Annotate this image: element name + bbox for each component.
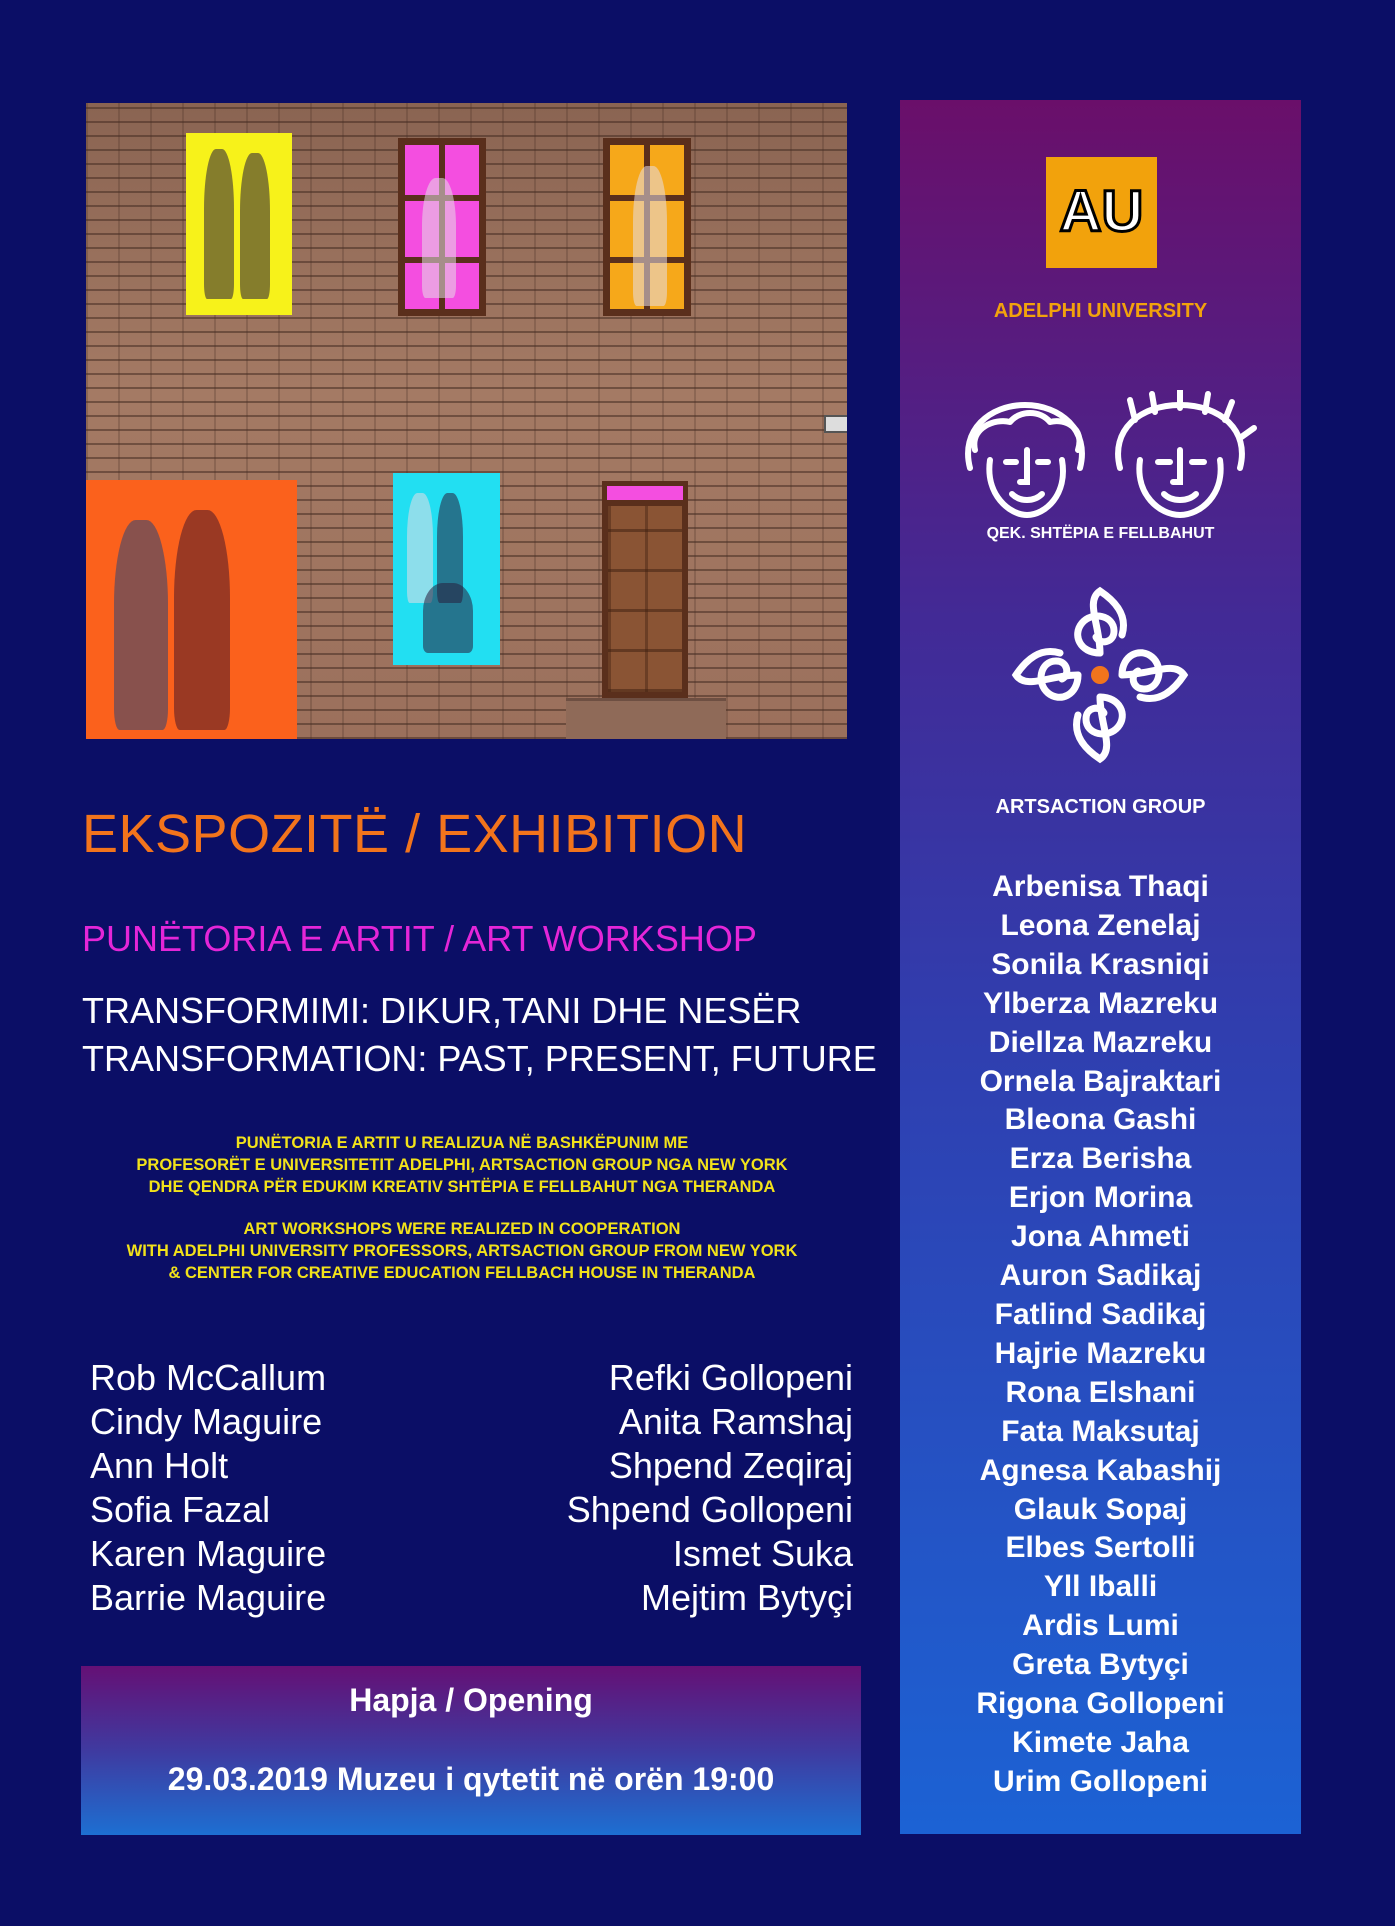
participant-name: Arbenisa Thaqi — [992, 870, 1209, 903]
adelphi-logo — [1046, 157, 1157, 268]
professor-names-left — [90, 1356, 390, 1620]
fellbach-label: QEK. SHTËPIA E FELLBAHUT — [986, 525, 1215, 542]
participant-name: Diellza Mazreku — [988, 1025, 1213, 1059]
name-item: Ann Holt — [90, 1445, 229, 1486]
participant-name: Leona Zenelaj — [1000, 908, 1201, 942]
cooperation-note-english — [62, 1218, 862, 1284]
participant-name: Elbes Sertolli — [1005, 1531, 1196, 1565]
participant-name: Fatlind Sadikaj — [994, 1297, 1207, 1331]
theme-english: TRANSFORMATION: PAST, PRESENT, FUTURE — [82, 1038, 877, 1079]
opening-title: Hapja / Opening — [349, 1682, 593, 1718]
participant-name: Ornela Bajraktari — [979, 1064, 1222, 1098]
participant-name: Sonila Krasniqi — [991, 947, 1210, 981]
magenta-window — [398, 138, 486, 316]
artsaction-spiral-logo — [1010, 585, 1190, 765]
participant-name: Hajrie Mazreku — [994, 1336, 1207, 1370]
participant-name: Jona Ahmeti — [1011, 1220, 1190, 1254]
student-figure — [422, 178, 456, 298]
fellbach-faces-logo — [950, 390, 1260, 520]
student-figure — [407, 493, 433, 603]
participant-name: Bleona Gashi — [1004, 1103, 1197, 1137]
student-figure — [240, 153, 270, 299]
participant-name: Agnesa Kabashij — [979, 1453, 1222, 1487]
note-line: PUNËTORIA E ARTIT U REALIZUA NË BASHKËPUNIM ME — [235, 1134, 689, 1152]
participant-name: Urim Gollopeni — [992, 1764, 1208, 1798]
participant-name: Greta Bytyçi — [1012, 1648, 1189, 1682]
participant-name: Erjon Morina — [1008, 1181, 1193, 1215]
artsaction-label: ARTSACTION GROUP — [995, 796, 1206, 818]
adelphi-university-label: ADELPHI UNIVERSITY — [993, 300, 1208, 322]
wall-lamp — [824, 415, 847, 433]
exhibition-title: EKSPOZITË / EXHIBITION — [82, 804, 748, 864]
sponsor-panel — [900, 100, 1301, 1834]
participant-name: Yll Iballi — [1043, 1570, 1158, 1604]
name-item: Refki Gollopeni — [608, 1357, 853, 1398]
participant-name: Ardis Lumi — [1022, 1609, 1179, 1643]
note-line: ART WORKSHOPS WERE REALIZED IN COOPERATION — [243, 1220, 681, 1238]
note-line: & CENTER FOR CREATIVE EDUCATION FELLBACH HOUSE IN THERANDA — [168, 1264, 756, 1282]
orange-window — [603, 138, 691, 316]
participant-name: Erza Berisha — [1009, 1142, 1192, 1176]
student-figure — [633, 166, 667, 306]
wooden-door — [602, 500, 688, 698]
cooperation-note-albanian — [62, 1132, 862, 1198]
cyan-window — [393, 473, 500, 665]
student-figure — [423, 583, 473, 653]
name-item: Cindy Maguire — [90, 1401, 323, 1442]
participant-list — [900, 868, 1301, 1802]
participant-name: Kimete Jaha — [1012, 1725, 1189, 1759]
orange-red-panel — [86, 480, 297, 739]
name-item: Mejtim Bytyçi — [640, 1577, 853, 1618]
stone-steps — [566, 698, 726, 739]
name-item: Anita Ramshaj — [618, 1401, 853, 1442]
student-figure — [174, 510, 230, 730]
participant-name: Fata Maksutaj — [1001, 1414, 1200, 1448]
participant-name: Rona Elshani — [1005, 1375, 1196, 1409]
professor-names-right — [553, 1356, 853, 1620]
note-line: DHE QENDRA PËR EDUKIM KREATIV SHTËPIA E FELLBAHUT NGA THERANDA — [148, 1178, 776, 1196]
name-item: Ismet Suka — [672, 1533, 853, 1574]
workshop-subtitle: PUNËTORIA E ARTIT / ART WORKSHOP — [82, 918, 757, 959]
note-line: WITH ADELPHI UNIVERSITY PROFESSORS, ARTSACTION GROUP FROM NEW YORK — [126, 1242, 798, 1260]
opening-box — [81, 1666, 861, 1835]
theme-albanian: TRANSFORMIMI: DIKUR,TANI DHE NESËR — [82, 990, 802, 1031]
adelphi-logo-text: AU — [1059, 179, 1144, 244]
name-item: Rob McCallum — [90, 1357, 327, 1398]
name-item: Sofia Fazal — [90, 1489, 271, 1530]
student-figure — [204, 149, 234, 299]
name-item: Shpend Gollopeni — [566, 1489, 853, 1530]
name-item: Karen Maguire — [90, 1533, 327, 1574]
student-figure — [114, 520, 168, 730]
participant-name: Rigona Gollopeni — [976, 1687, 1225, 1721]
participant-name: Auron Sadikaj — [999, 1259, 1202, 1293]
opening-detail: 29.03.2019 Muzeu i qytetit në orën 19:00 — [167, 1761, 775, 1797]
yellow-window — [186, 133, 292, 315]
participant-name: Ylberza Mazreku — [982, 986, 1219, 1020]
note-line: PROFESORËT E UNIVERSITETIT ADELPHI, ARTSACTION GROUP NGA NEW YORK — [136, 1156, 788, 1174]
exhibition-photo — [86, 103, 847, 739]
name-item: Barrie Maguire — [90, 1577, 327, 1618]
participant-name: Glauk Sopaj — [1013, 1492, 1188, 1526]
name-item: Shpend Zeqiraj — [608, 1445, 853, 1486]
